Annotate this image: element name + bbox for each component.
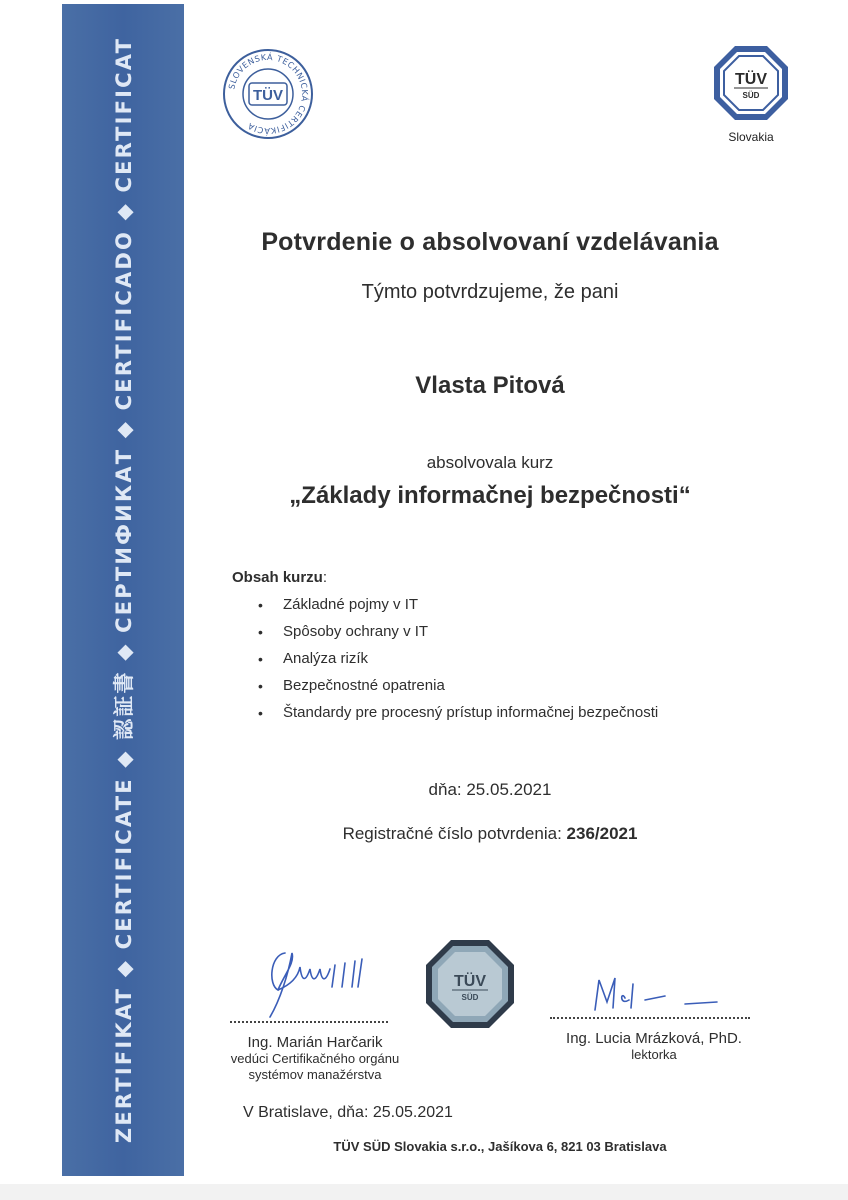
registration-number: 236/2021 <box>566 824 638 843</box>
left-signatory-role-line2: systémov manažérstva <box>248 1067 382 1082</box>
list-item: • Štandardy pre procesný prístup informačnej bezpečnosti <box>258 704 659 721</box>
tuv-sud-logo <box>712 44 790 122</box>
right-signature-line <box>550 1017 750 1019</box>
bullet-icon: • <box>258 624 263 640</box>
tuv-logo-bottom-text: SÜD <box>742 91 760 100</box>
course-topics-list <box>256 596 658 731</box>
right-signature <box>585 970 725 1020</box>
right-signatory <box>545 1030 763 1062</box>
tuv-logo-top-text: TÜV <box>735 71 767 88</box>
left-signature-line <box>230 1021 388 1023</box>
place-and-date: V Bratislave, dňa: 25.05.2021 <box>243 1104 453 1121</box>
footer-address: TÜV SÜD Slovakia s.r.o., Jašíkova 6, 821 03 Bratislava <box>333 1139 667 1154</box>
left-signature <box>240 945 380 1020</box>
certificate-side-band <box>62 4 184 1176</box>
completed-course-text: absolvovala kurz <box>426 453 554 472</box>
bullet-icon: • <box>258 705 263 721</box>
registration-number-line: Registračné číslo potvrdenia: 236/2021 <box>342 824 638 843</box>
issue-date: dňa: 25.05.2021 <box>428 780 552 799</box>
side-band-text: ZERTIFIKAT ◆ CERTIFICATE ◆ 認証書 ◆ СЕРТИФИКАТ ◆ CERTIFICADO ◆ CERTIFICAT <box>112 36 136 1144</box>
tuv-logo-caption: Slovakia <box>728 130 774 144</box>
list-item: • Analýza rizík <box>258 650 369 667</box>
list-item: • Bezpečnostné opatrenia <box>258 677 445 694</box>
center-tuv-seal <box>424 938 516 1030</box>
recipient-name: Vlasta Pitová <box>415 372 565 399</box>
bullet-icon: • <box>258 597 263 613</box>
right-signatory-role: lektorka <box>631 1047 677 1062</box>
list-item: • Spôsoby ochrany v IT <box>258 623 429 640</box>
course-content-label: Obsah kurzu: <box>232 569 328 586</box>
course-title: „Základy informačnej bezpečnosti“ <box>289 482 691 509</box>
center-seal-bottom-text: SÜD <box>461 993 479 1002</box>
left-signatory <box>200 1034 430 1083</box>
bullet-icon: • <box>258 651 263 667</box>
page-bottom-edge <box>0 1184 848 1200</box>
certificate-intro: Týmto potvrdzujeme, že pani <box>361 281 619 303</box>
right-signatory-name: Ing. Lucia Mrázková, PhD. <box>566 1030 742 1047</box>
certificate-title: Potvrdenie o absolvovaní vzdelávania <box>261 228 719 256</box>
center-seal-top-text: TÜV <box>454 973 486 990</box>
left-signatory-role-line1: vedúci Certifikačného orgánu <box>230 1051 400 1066</box>
list-item: • Základné pojmy v IT <box>258 596 419 613</box>
seal-ring-text: SLOVENSKÁ TECHNICKÁ CERTIFIKÁCIA <box>226 51 311 137</box>
left-signatory-name: Ing. Marián Harčarik <box>247 1034 383 1051</box>
slovak-technical-certification-seal-logo <box>222 48 314 140</box>
seal-center-text: TÜV <box>253 87 283 104</box>
bullet-icon: • <box>258 678 263 694</box>
